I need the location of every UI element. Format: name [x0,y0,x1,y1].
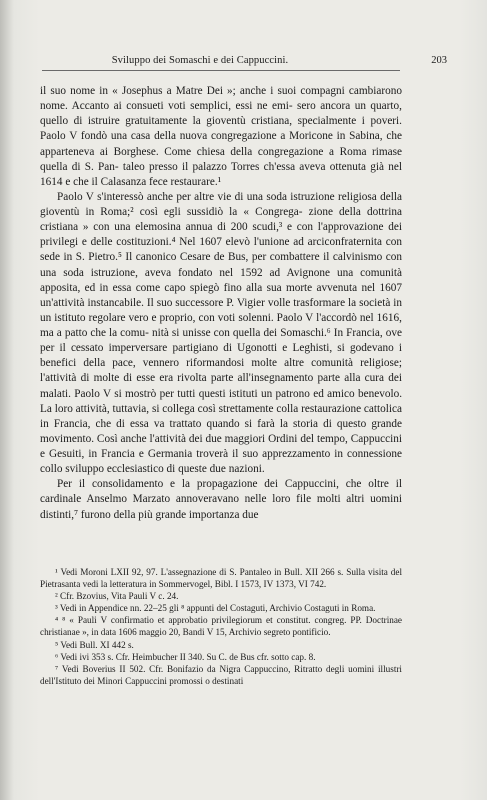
body-line: tempo, Cappuccini e Gesuiti, in Francia e Germania troverà il [40,432,402,460]
header-rule [42,70,400,71]
footnote-line: ² Cfr. Bzovius, Vita Pauli V c. 24. [55,591,179,602]
footnote-line: ³ Vedi in Appendice nn. 22–25 gli ⁸ appunti del Costaguti, Archivio [55,603,305,614]
footnote-line: PP. Doctrinae christianae », in data 1606 maggio 20, Bandi V 15, Archivio [40,615,403,638]
body-line: apposita, ed in essa come capo spiegò fino alla sua morte avvenuta [40,281,362,294]
footnote-1 [40,566,402,590]
body-line: voti solenni. Paolo V l'accordò nel 1616, ma a patto che la comu- [40,311,402,339]
body-line: il suo nome in « Josephus a Matre Dei »; anche i suoi compagni [40,85,349,97]
paragraph-paolo-v [40,190,402,477]
body-line: nità si unisse con quella dei Somaschi.⁶ In Francia, ove per il [40,327,403,355]
body-line: istituti un patrono ed amico benevolo. La loro attività, tuttavia, [40,387,403,415]
footnote-line: ⁵ Vedi Bull. XI 442 s. [55,639,134,650]
body-line: suo apprezzamento in connessione collo sviluppo ecclesiastico di [40,448,402,476]
footnote-line: Costaguti in Roma. [304,603,376,614]
footnote-line: ⁴ ⁸ « Pauli V confirmatio et approbatio privilegiorum et constitut. congreg. [55,615,351,626]
body-line: queste due nazioni. [178,463,265,476]
paragraph-cappuccini [40,477,402,522]
body-line: religiose; l'attività di molte di esse era rivolta parte all'insegnamento [40,357,402,385]
footnote-3 [40,602,402,614]
body-line: oltre il cardinale Anselmo Marzato annoveravano nelle loro file [40,478,403,506]
body-line: sero ancora un quarto, quello di istruire gratuitamente la gioventù [40,100,402,128]
body-line: e che il Calasanza fece restaurare.¹ [65,175,222,188]
body-line: taleo presso il palazzo Torres ch'essa aveva ottenuta già nel 1614 [40,160,402,188]
footnote-5 [40,639,402,651]
body-line: Nel 1607 elevò l'unione ad arciconfraternita con sede in S. Pietro.⁵ [40,236,402,264]
footnote-7 [40,663,402,687]
running-head: Sviluppo dei Somaschi e dei Cappuccini. [111,55,289,66]
body-line: Per il consolidamento e la propagazione dei Cappuccini, che [57,478,369,491]
footnote-line: ⁶ Vedi ivi 353 s. Cfr. Heimbucher II 340. Su C. de Bus cfr. sotto cap. 8. [55,651,316,662]
footnotes [40,566,402,687]
footnote-line: ⁷ Vedi Boverius II 502. Cfr. Bonifazio da Nigra Cappuccino, Ritratto [55,663,327,674]
body-line: i benefici della pace, vennero riformandosi molte altre comunità [40,342,402,370]
footnote-2 [40,590,402,602]
body-line: movimento. Così anche l'attività dei due maggiori Ordini del [40,432,317,445]
body-line: soda istruzione, aveva fondato nel 1592 ad Avignone una comunità [63,266,402,279]
footnote-line: 266 s. Sulla visita del Pietrasanta vedi la letteratura in Sommervogel, Bibl. [40,567,402,590]
footnote-line: degli uomini illustri dell'Istituto dei Minori Cappuccini promossi o destinati [40,663,402,686]
body-line: si collega così strettamente colla restaurazione cattolica in Francia, [40,402,402,430]
body-line: trasformare la società in un istituto regolare vero e proprio, con [40,296,402,324]
footnote-line: I 1573, IV 1373, VI 742. [235,579,327,590]
body-line: scudi,³ e con l'approvazione dei privilegi e delle costituzioni.⁴ [40,221,402,249]
body-line: che di essa va trattato quando si farà la storia di questo grande [95,417,403,430]
body-line: zione della dottrina cristiana » con una elemosina annua di 200 [40,206,402,234]
body-line: cessato imperversare partigiano di Ugonotti e Leghisti, si godevano [70,342,399,355]
body-line: Il canonico Cesare de Bus, per combattere il calvinismo con una [40,251,402,279]
footnote-4 [40,614,402,638]
footnote-6 [40,651,402,663]
body-line: congregazione a Moricone in Sabina, che apparteneva ai Borghese. [40,130,402,158]
body-line: Paolo V s'interessò anche per altre vie di una soda istruzione [57,190,339,203]
body-line: religiosa della gioventù in Roma;² così egli sussidiò la « Congrega- [40,190,402,218]
body-line: cristiana, specialmente i poveri. Paolo V fondò una casa della nuova [40,115,402,143]
body-line: parte alla cura dei malati. Paolo V si mostrò per tutti questi [40,372,402,400]
footnote-line: ¹ Vedi Moroni LXII 92, 97. L'assegnazione di S. Pantaleo in Bull. XII [55,567,321,577]
body-line: nel 1607 un'attività instancabile. Il suo successore P. Vigier volle [40,281,403,309]
footnote-line: segreto pontificio. [263,627,331,638]
page-header [40,55,447,71]
body-text [40,84,402,523]
body-line: cambiarono nome. Accanto ai consueti voti semplici, essi ne emi- [40,85,402,113]
paragraph-continuation [40,84,402,190]
body-line: Come chiesa della congregazione a Roma rimase quella di S. Pan- [40,145,402,173]
page-number: 203 [431,55,447,66]
body-line: molti altri uomini distinti,⁷ furono della più grande importanza due [40,493,402,521]
